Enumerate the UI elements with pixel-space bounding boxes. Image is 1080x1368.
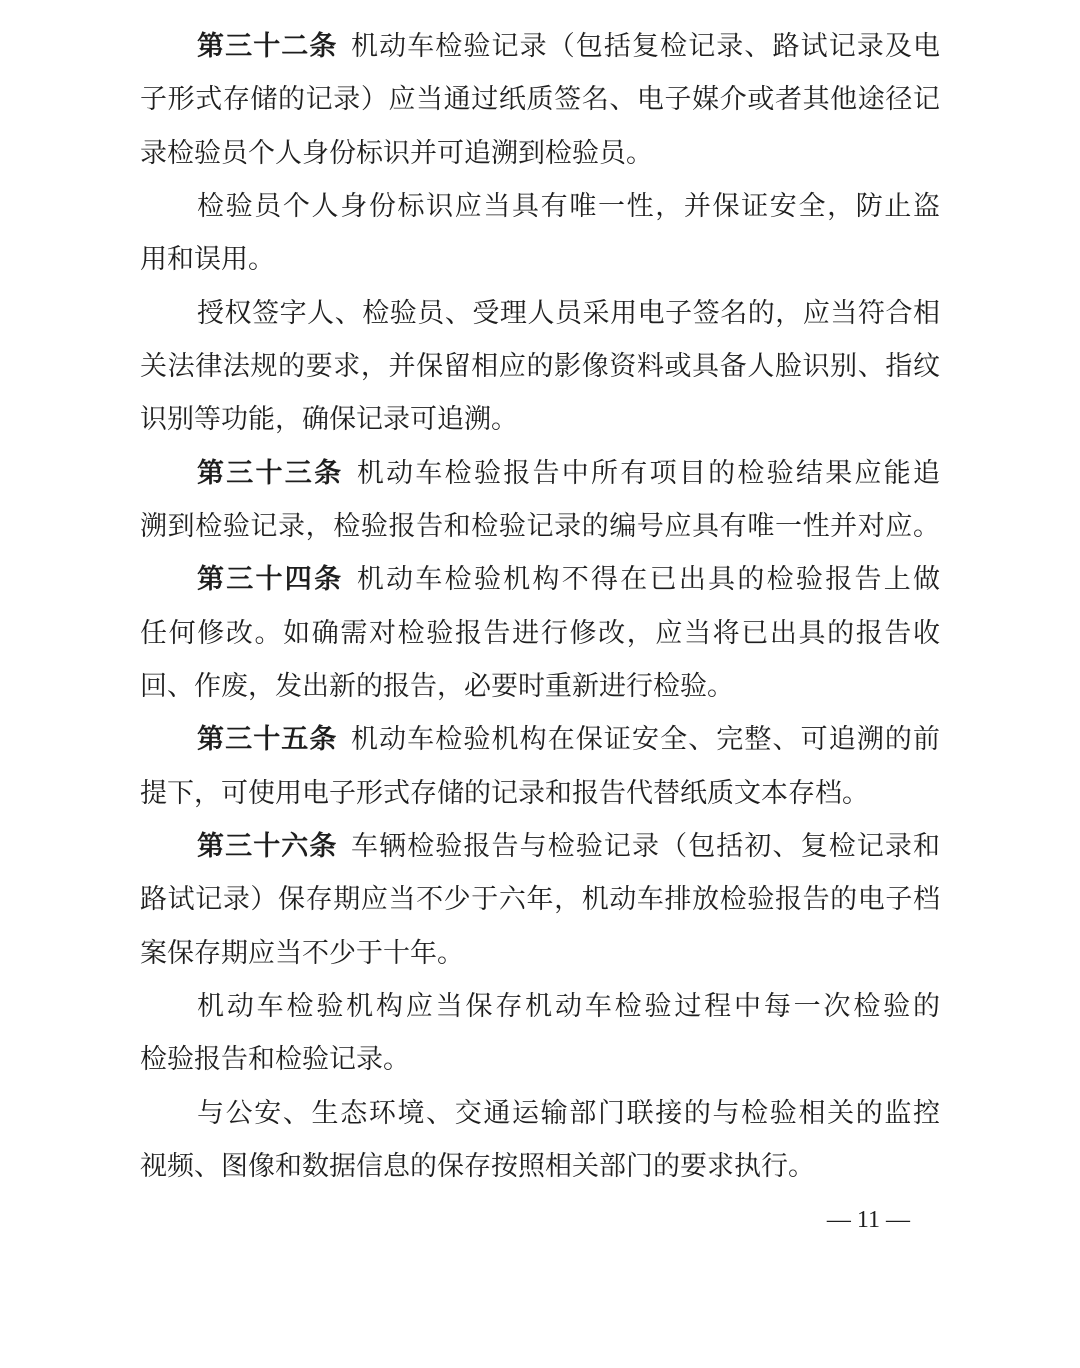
paragraph-line: 与公安、生态环境、交通运输部门联接的与检验相关的监控 [197,1097,940,1129]
paragraph [140,1087,940,1194]
article-36-paragraph [140,820,940,980]
paragraph [140,980,940,1087]
paragraph-line: 机动车检验机构应当保存机动车检验过程中每一次检验的 [197,990,940,1022]
paragraph-line: 提下，可使用电子形式存储的记录和报告代替纸质文本存档。 [140,777,869,809]
article-33-paragraph [140,447,940,554]
paragraph-line: 识别等功能，确保记录可追溯。 [140,404,518,436]
paragraph-line: 用和误用。 [140,244,275,276]
paragraph-line [140,820,940,873]
paragraph-line: 关法律法规的要求，并保留相应的影像资料或具备人脸识别、指纹 [140,350,940,382]
paragraph-line: 授权签字人、检验员、受理人员采用电子签名的，应当符合相 [197,297,940,329]
paragraph-line: 回、作废，发出新的报告，必要时重新进行检验。 [140,670,734,702]
article-number: 第三十四条 [197,564,344,596]
article-number: 第三十三条 [197,457,344,489]
article-number: 第三十六条 [197,830,338,862]
paragraph-line: 任何修改。如确需对检验报告进行修改，应当将已出具的报告收 [140,617,940,649]
paragraph-line [140,713,940,766]
paragraph [140,287,940,447]
paragraph-line: 录检验员个人身份标识并可追溯到检验员。 [140,137,653,169]
paragraph-line: 路试记录）保存期应当不少于六年，机动车排放检验报告的电子档 [140,884,940,916]
line-text: 机动车检验报告中所有项目的检验结果应能追 [356,457,940,489]
article-number: 第三十五条 [197,724,338,756]
paragraph-line: 视频、图像和数据信息的保存按照相关部门的要求执行。 [140,1150,815,1182]
article-number: 第三十二条 [197,31,338,62]
line-text: 机动车检验机构在保证安全、完整、可追溯的前 [351,724,940,756]
line-text: 机动车检验记录（包括复检记录、路试记录及电 [351,31,940,62]
article-35-paragraph [140,713,940,820]
article-34-paragraph [140,553,940,713]
document-body [140,20,940,1193]
line-text: 机动车检验机构不得在已出具的检验报告上做 [356,564,940,596]
page-number: — 11 — [826,1207,910,1233]
article-32-paragraph [140,20,940,180]
paragraph-line: 检验员个人身份标识应当具有唯一性，并保证安全，防止盗 [197,190,940,222]
paragraph [140,180,940,287]
paragraph-line: 案保存期应当不少于十年。 [140,937,464,969]
paragraph-line [140,20,940,73]
paragraph-line: 子形式存储的记录）应当通过纸质签名、电子媒介或者其他途径记 [140,84,940,116]
paragraph-line: 检验报告和检验记录。 [140,1044,410,1076]
paragraph-line [140,447,940,500]
paragraph-line: 溯到检验记录，检验报告和检验记录的编号应具有唯一性并对应。 [140,510,940,542]
paragraph-line [140,553,940,606]
line-text: 车辆检验报告与检验记录（包括初、复检记录和 [351,830,940,862]
